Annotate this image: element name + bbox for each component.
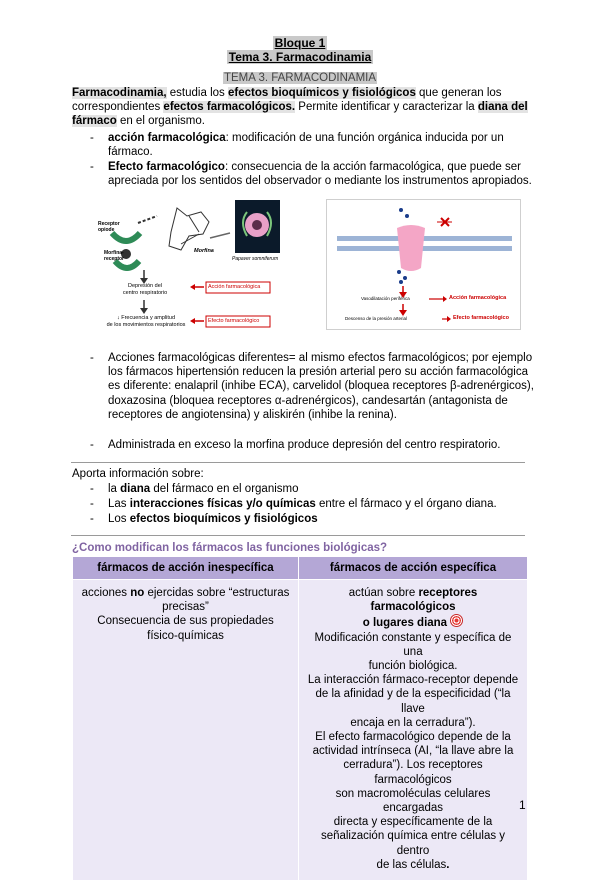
aporta-item-diana: - la diana del fármaco en el organismo	[90, 483, 299, 495]
comparison-table	[72, 556, 528, 881]
membrane-figure: Vasodilatación periférica Acción farmacológica Descenso de la presión arterial Efecto farmacológico	[326, 199, 521, 330]
aporta-title: Aporta información sobre:	[72, 468, 204, 480]
section-title: ¿Como modifican los fármacos las funciones biológicas?	[72, 542, 388, 554]
divider	[71, 462, 525, 463]
bloque-heading: Bloque 1	[274, 36, 326, 50]
morphine-figure: Receptor opiode Morfina- receptor Morfina Papaver somniferum Depresión del centro respiratorio ↓ Frecuencia y amplitud de los movimientos respiratorios Acción farmacológica Efecto farmacológico	[82, 198, 292, 338]
tema-heading: Tema 3. Farmacodinamia	[228, 50, 372, 64]
intro-paragraph: Farmacodinamia, estudia los efectos bioquímicos y fisiológicos que generan los correspondientes efectos farmacológicos. Permite identificar y caracterizar la diana del fármaco en el organismo.	[72, 87, 528, 128]
bullet-morfina: - Administrada en exceso la morfina produce depresión del centro respiratorio.	[90, 439, 501, 451]
tema-caps-heading: TEMA 3. FARMACODINAMIA	[223, 72, 377, 84]
table-header-especifica: fármacos de acción específica	[299, 557, 528, 580]
table-cell-especifica: actúan sobre receptores farmacológicos o lugares diana Modificación constante y específica de una función biológica. La interacción fármaco-receptor depende de la afinidad y de la especificidad (“la llave encaja en la cerradura”). El efecto farmacológico depende de la actividad intrínseca (AI, “la llave abre la cerradura”). Los receptores farmacológicos son macromoléculas celulares encargadas directa y específicamente de la señalización química entre células y dentro de las células.	[299, 580, 528, 881]
target-icon	[450, 614, 463, 627]
page-number: 1	[519, 798, 526, 812]
divider-2	[71, 535, 525, 536]
bullet-accion: - acción farmacológica: modificación de una función orgánica inducida por un fármaco.	[90, 132, 504, 159]
bullet-efecto: - Efecto farmacológico: consecuencia de la acción farmacológica, que puede ser apreciada por los sentidos del observador o mediante los instrumentos apropiados.	[90, 161, 532, 188]
bullet-acciones-diferentes: - Acciones farmacológicas diferentes= al mismo efectos farmacológicos; por ejemplo los fármacos hipertensión reducen la presión arterial pero su acción farmacológica es diferente: enalapril (inhibe ECA), carvelidol (bloquea receptores β-adrenérgicos), doxazosina (bloquea receptores α-adrenérgicos), candesartán (antagonista de receptores de angiotensina) y aliskirén (inhibe la renina).	[90, 352, 534, 421]
table-header-inespecifica: fármacos de acción inespecífica	[73, 557, 299, 580]
aporta-item-interacciones: - Las interacciones físicas y/o químicas entre el fármaco y el órgano diana.	[90, 498, 497, 510]
table-cell-inespecifica: acciones no ejercidas sobre “estructuras precisas” Consecuencia de sus propiedades físico-químicas	[73, 580, 299, 881]
membrane-diagram	[327, 200, 520, 329]
aporta-item-efectos: - Los efectos bioquímicos y fisiológicos	[90, 513, 318, 525]
